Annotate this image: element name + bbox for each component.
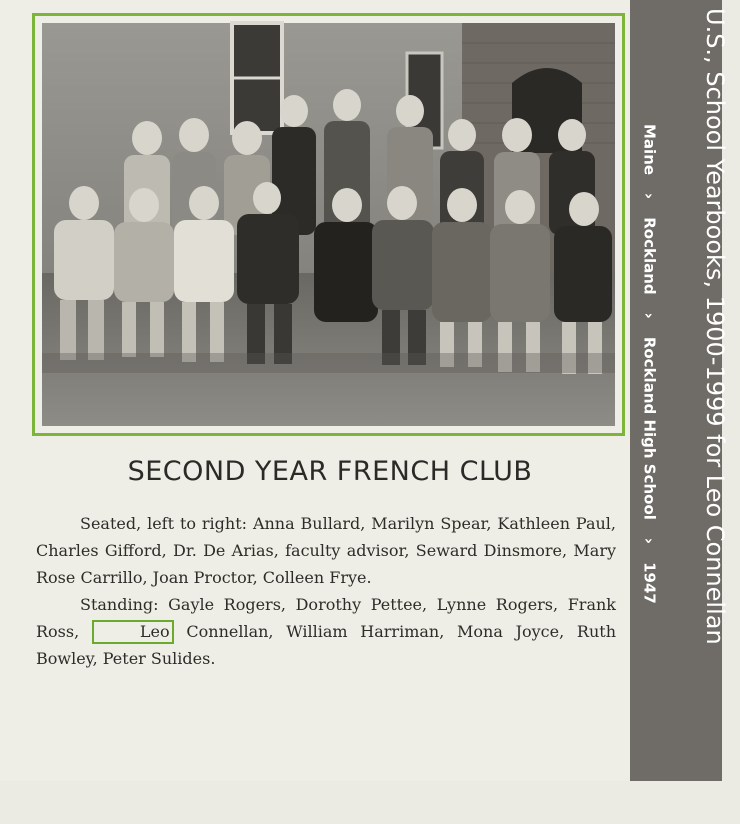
breadcrumb-city[interactable]: Rockland — [640, 217, 659, 295]
caption-standing-after: Connellan, William Harriman, Mona Joyce, Ruth Bowley, Peter Sulides. — [36, 622, 617, 668]
highlighted-name[interactable]: Leo — [92, 620, 174, 644]
photo-image — [42, 23, 615, 426]
breadcrumb-state[interactable]: Maine — [640, 124, 659, 176]
breadcrumb-year[interactable]: 1947 — [640, 562, 659, 604]
club-title: SECOND YEAR FRENCH CLUB — [127, 456, 533, 487]
record-sidebar — [630, 0, 729, 781]
club-group-photo — [42, 23, 615, 426]
caption-standing — [36, 591, 616, 672]
chevron-right-icon: › — [640, 537, 659, 545]
photo-caption — [36, 510, 616, 672]
caption-standing-before: Standing: Gayle Rogers, Dorothy Pettee, Lynne Rogers, Frank Ross, — [36, 595, 616, 641]
caption-seated: Seated, left to right: Anna Bullard, Marilyn Spear, Kathleen Paul, Charles Gifford, Dr. De Arias, faculty advisor, Seward Dinsmore, Mary Rose Carrillo, Joan Proctor, Colleen Frye. — [36, 514, 616, 587]
chevron-right-icon: › — [640, 193, 659, 200]
breadcrumb — [632, 124, 668, 824]
breadcrumb-school[interactable]: Rockland High School — [640, 336, 659, 520]
photo-frame — [32, 13, 625, 436]
collection-title: U.S., School Yearbooks, 1900-1999 for Leo Connellan — [701, 8, 729, 645]
chevron-right-icon: › — [640, 312, 659, 319]
